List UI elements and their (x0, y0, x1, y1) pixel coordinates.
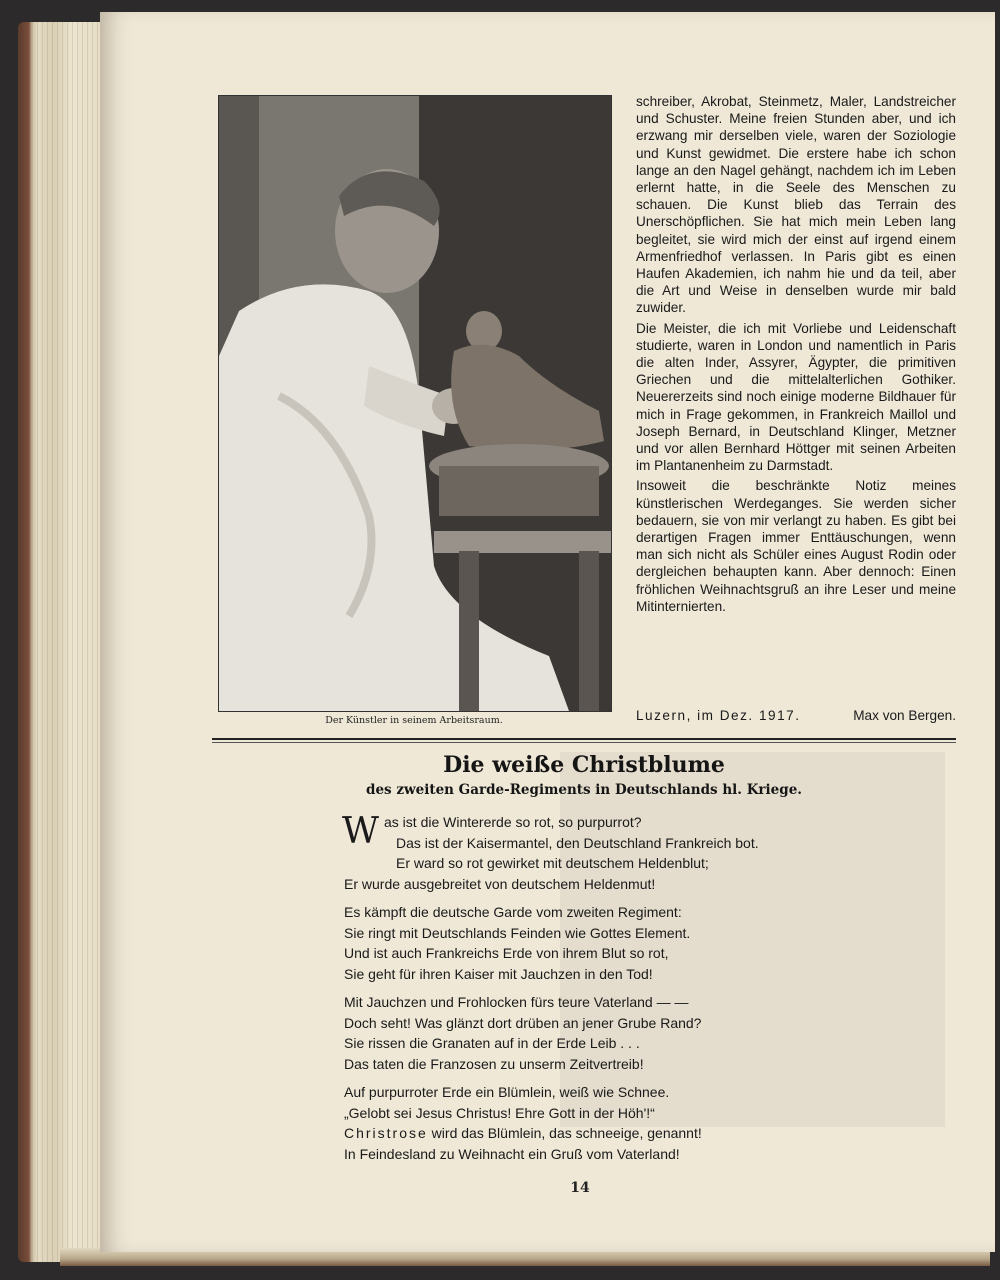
paragraph: Insoweit die beschränkte Notiz meines künstlerischen Werdeganges. Sie werden sicher bedauern, sie von mir verlangt zu haben. Es gibt bei derartigen Fragen immer Enttäuschungen, wenn man sich nicht als Schüler eines August Rodin oder dergleichen behaupten kann. Aber dennoch: Einen fröhlichen Weihnachtsgruß an ihre Leser und meine Mitinternierten. (636, 478, 956, 614)
poem-subtitle: des zweiten Garde-Regiments in Deutschlands hl. Kriege. (366, 782, 802, 798)
poem-line: Das ist der Kaisermantel, den Deutschland Frankreich bot. (396, 834, 759, 851)
stanza-4 (344, 1082, 844, 1164)
stanza-1 (344, 812, 844, 894)
stanza-3 (344, 992, 844, 1074)
poem-line: In Feindesland zu Weihnacht ein Gruß vom Vaterland! (344, 1145, 680, 1162)
poem-title: Die weiße Christblume (443, 752, 725, 778)
section-divider (212, 738, 956, 740)
signature-line (636, 708, 956, 723)
book-page-edges (18, 22, 108, 1262)
poem-line: Sie rissen die Granaten auf in der Erde Leib . . . (344, 1035, 640, 1051)
author-name: Max von Bergen. (853, 708, 956, 723)
poem-line: Sie geht für ihren Kaiser mit Jauchzen in den Tod! (344, 965, 653, 982)
poem-body (344, 812, 844, 1172)
sculptor-illustration (219, 96, 611, 711)
poem-line: Es kämpft die deutsche Garde vom zweiten Regiment: (344, 904, 682, 920)
drop-capital: W (342, 811, 380, 852)
paragraph: schreiber, Akrobat, Steinmetz, Maler, Landstreicher und Schuster. Meine freien Stunden aber, und ich erzwang mir derselben viele, waren der Soziologie und Kunst gewidmet. Die erstere habe ich schon lange an den Nagel gehängt, nachdem ich im Leben erlernt hatte, in die Seele des Menschen zu schauen. Die Kunst blieb das Terrain des Unerschöpflichen. Sie hat mich mein Leben lang begleitet, sie wird mich der einst auf irgend einem Armenfriedhof verlassen. In Paris gibt es einen Haufen Akademien, ich nahm hie und da teil, aber die Art und Weise in denselben wurde mir bald zuwider. (636, 94, 956, 316)
paragraph: Die Meister, die ich mit Vorliebe und Leidenschaft studierte, waren in London und namentlich in Paris die alten Inder, Assyrer, Ägypter, die primitiven Griechen und die mittelalterlichen Gothiker. Neuererzeits sind noch einige moderne Bildhauer für mich in Frage gekommen, in Frankreich Maillol und Joseph Bernard, in Deutschland Klinger, Metzner und vor allen Bernhard Höttger mit seinen Arbeiten im Plantanenheim zu Darmstadt. (636, 320, 956, 474)
emphasized-word: Christrose (344, 1125, 428, 1141)
section-divider-thin (212, 742, 956, 743)
poem-line: as ist die Wintererde so rot, so purpurrot? (384, 814, 642, 830)
poem-line: „Gelobt sei Jesus Christus! Ehre Gott in der Höh'!“ (344, 1104, 655, 1121)
poem-line: Er ward so rot gewirket mit deutschem Heldenblut; (396, 855, 709, 871)
poem-line: Auf purpurroter Erde ein Blümlein, weiß wie Schnee. (344, 1084, 670, 1100)
poem-line: Und ist auch Frankreichs Erde von ihrem Blut so rot, (344, 945, 669, 961)
artist-photo (218, 95, 612, 712)
poem-line: Das taten die Franzosen zu unserm Zeitvertreib! (344, 1055, 644, 1072)
poem-line: Er wurde ausgebreitet von deutschem Heldenmut! (344, 875, 656, 892)
photo-caption: Der Künstler in seinem Arbeitsraum. (325, 715, 503, 726)
poem-line (344, 1123, 844, 1144)
page-number: 14 (570, 1180, 590, 1196)
poem-line: Sie ringt mit Deutschlands Feinden wie Gottes Element. (344, 924, 691, 941)
stanza-2 (344, 902, 844, 984)
place-date: Luzern, im Dez. 1917. (636, 708, 801, 723)
line-rest: wird das Blümlein, das schneeige, genannt! (427, 1125, 702, 1141)
article-text-column (636, 93, 956, 618)
poem-line: Doch seht! Was glänzt dort drüben an jener Grube Rand? (344, 1014, 702, 1031)
poem-line: Mit Jauchzen und Frohlocken fürs teure Vaterland — — (344, 994, 689, 1010)
